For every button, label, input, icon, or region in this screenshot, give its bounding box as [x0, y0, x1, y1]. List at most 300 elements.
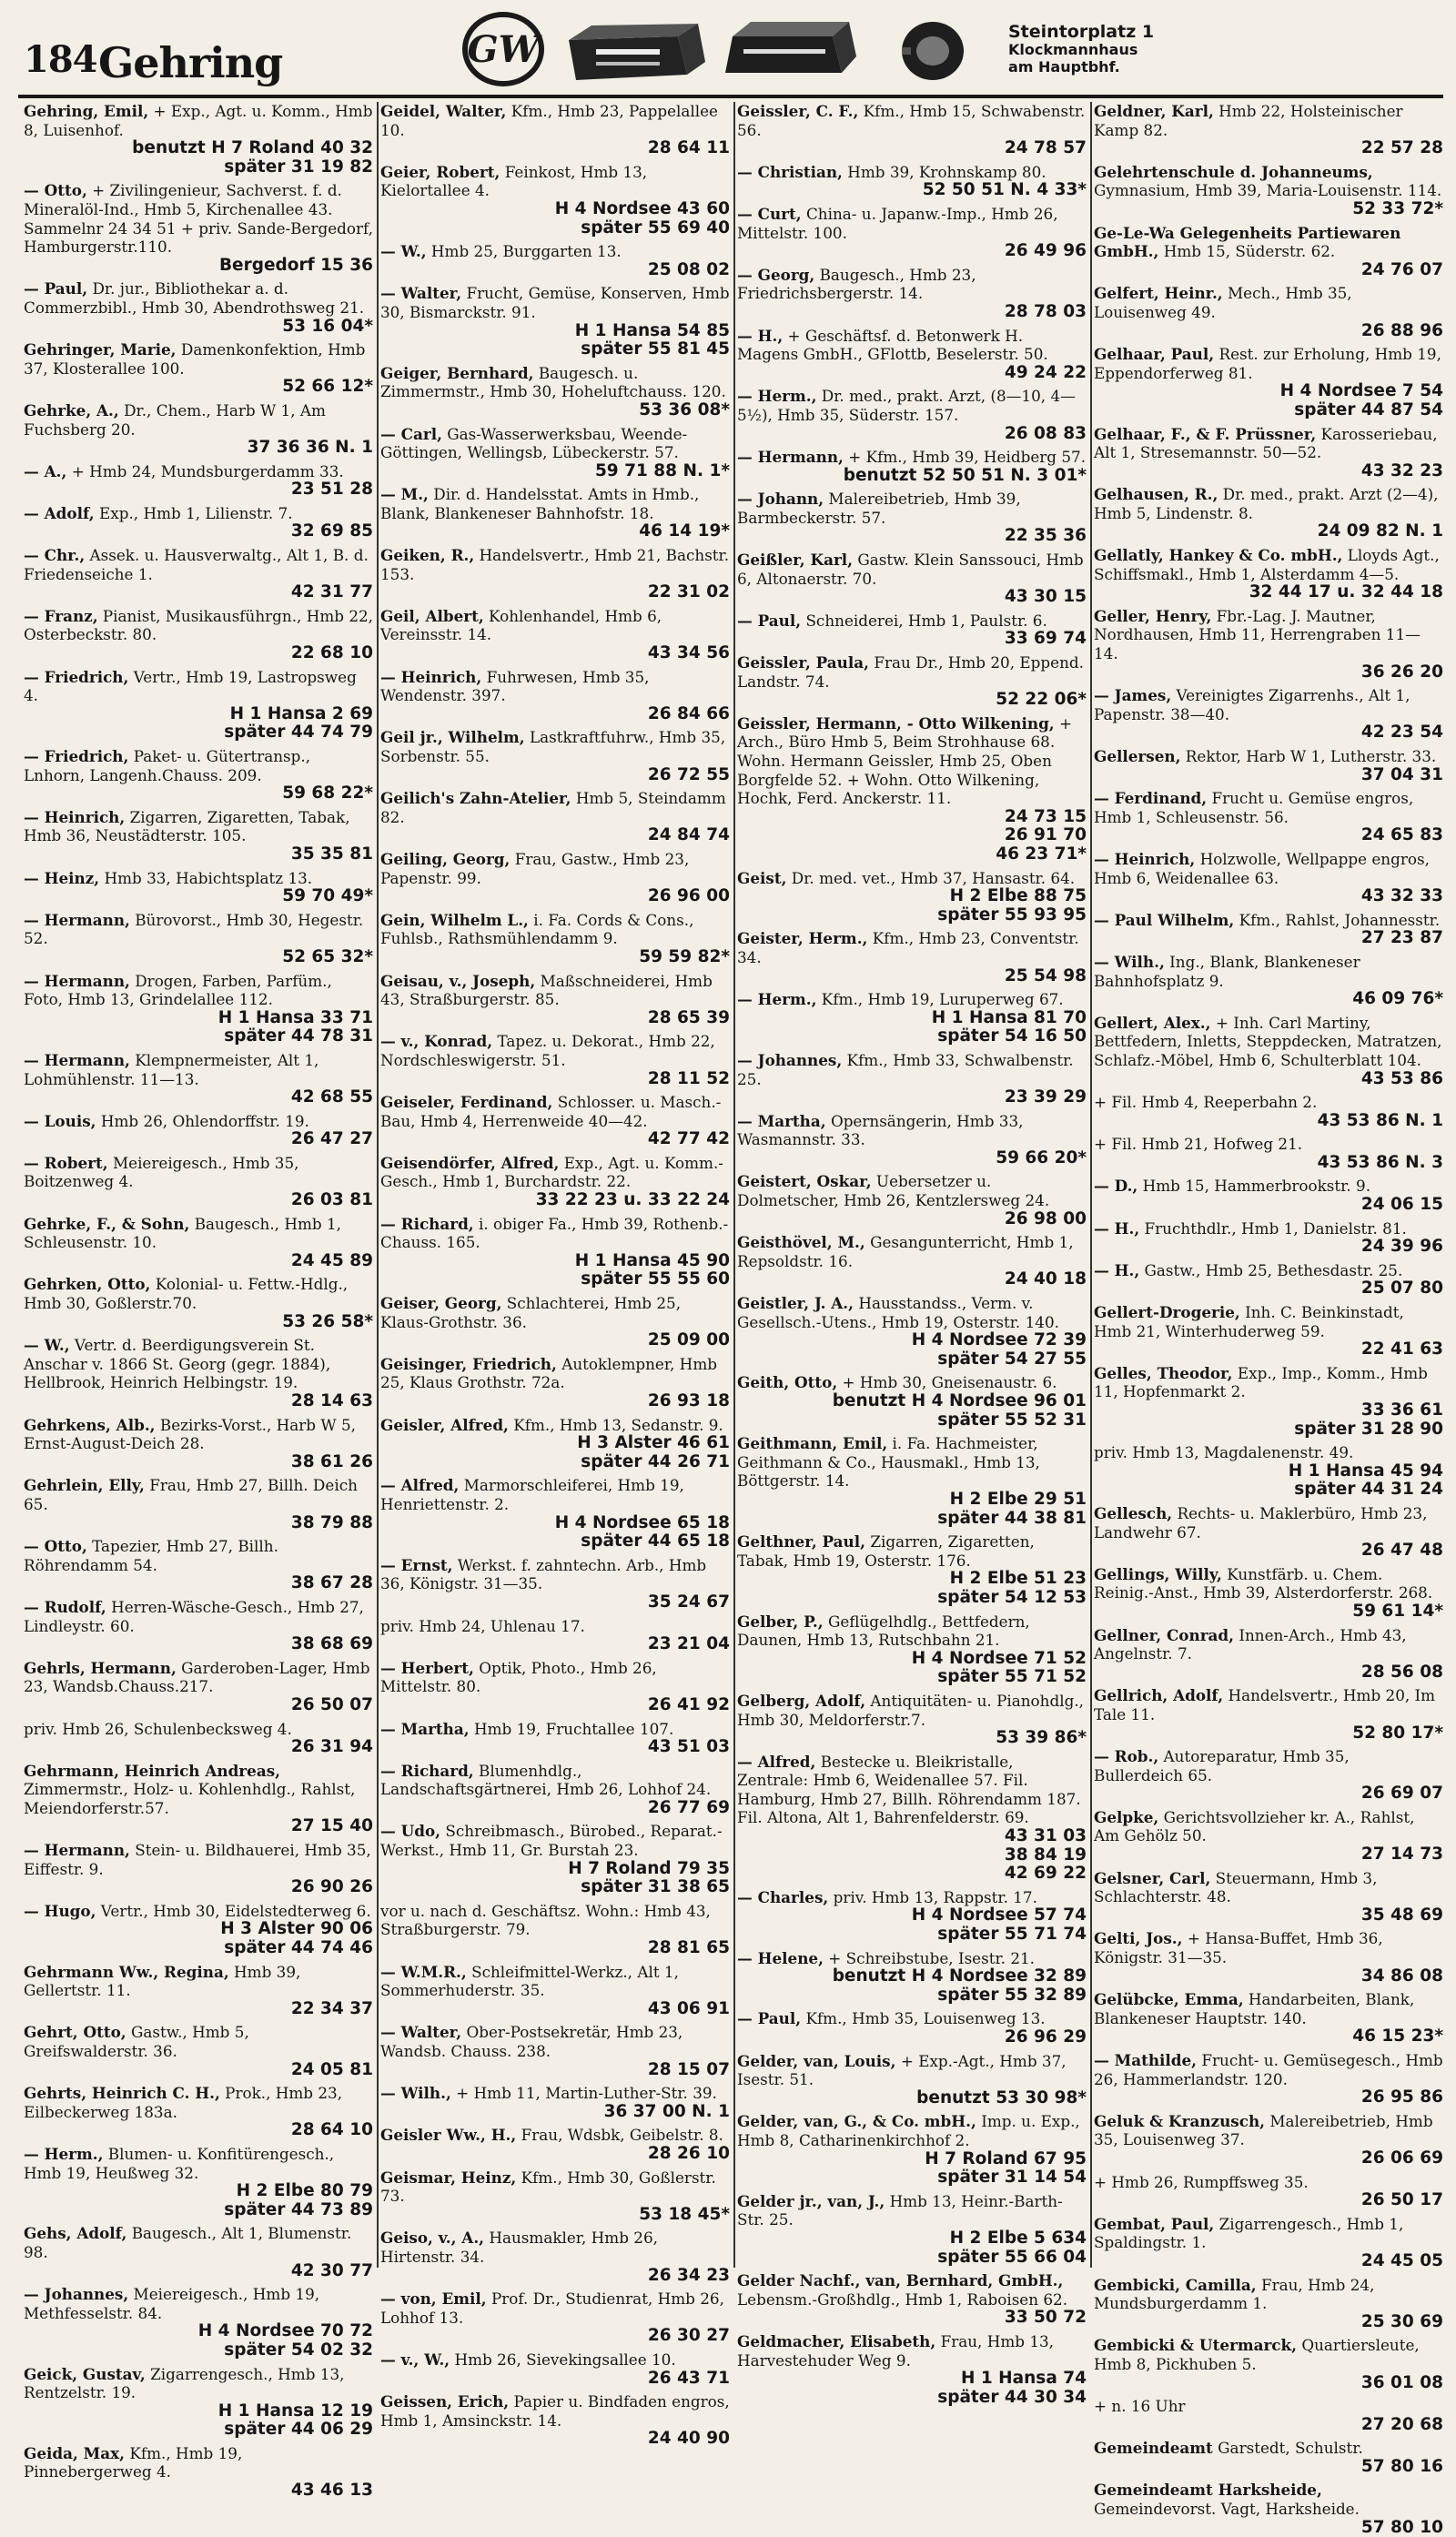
- directory-entry: [24, 1416, 373, 1472]
- entry-details: Autoklempner, Hmb 25, Klaus Grothstr. 72a.: [380, 1354, 717, 1392]
- directory-entry: [1094, 607, 1443, 682]
- entry-name: — Heinrich,: [24, 807, 126, 826]
- entry-name: Gelfert, Heinr.,: [1094, 284, 1223, 303]
- entry-details: Gesangunterricht, Hmb 1, Repsoldstr. 16.: [737, 1233, 1074, 1270]
- directory-entry: [380, 546, 730, 602]
- directory-entry: [737, 490, 1087, 546]
- entry-phone: später 44 38 81: [937, 1508, 1087, 1528]
- entry-phone: 33 36 61: [1360, 1400, 1443, 1420]
- directory-entry: [1094, 2112, 1443, 2168]
- entry-phone: 22 41 63: [1360, 1339, 1443, 1359]
- entry-details: Hausmakler, Hmb 26, Hirtenstr. 34.: [380, 2229, 658, 2266]
- entry-phone: H 1 Hansa 33 71: [217, 1007, 373, 1027]
- directory-entry: [1094, 1177, 1443, 1214]
- entry-name: Geisthövel, M.,: [737, 1233, 865, 1252]
- entry-details: Paket- u. Gütertransp., Lnhorn, Langenh.Chauss. 209.: [24, 747, 311, 784]
- directory-entry: [24, 504, 373, 541]
- column-divider: [377, 102, 379, 2268]
- entry-phone: 33 50 72: [1004, 2308, 1087, 2328]
- entry-phone: 37 36 36 N. 1: [247, 438, 373, 458]
- directory-entry: [24, 2444, 373, 2501]
- entry-phone: später 55 71 74: [937, 1925, 1087, 1945]
- entry-details: Steuermann, Hmb 3, Schlachterstr. 48.: [1094, 1868, 1378, 1906]
- entry-phone: 36 26 20: [1360, 662, 1443, 682]
- entry-details: Klempnermeister, Alt 1, Lohmühlenstr. 11—13.: [24, 1050, 319, 1088]
- entry-phone: 22 35 36: [1004, 526, 1087, 546]
- entry-phone: 42 23 54: [1360, 723, 1443, 743]
- entry-details: Geflügelhdlg., Bettfedern, Daunen, Hmb 13, Rutschbahn 21.: [737, 1612, 1030, 1650]
- entry-phone: 25 54 98: [1004, 965, 1087, 985]
- entry-phone: 34 86 08: [1360, 1966, 1443, 1986]
- directory-entry: [1094, 1929, 1443, 1986]
- directory-entry: [24, 808, 373, 864]
- directory-entry: [24, 1154, 373, 1210]
- entry-details: Tapezier, Hmb 27, Billh. Röhrendamm 54.: [24, 1537, 278, 1574]
- column-divider: [1090, 102, 1092, 2268]
- directory-entry: [1094, 1504, 1443, 1561]
- entry-name: — M.,: [380, 485, 429, 504]
- directory-entry: [1094, 1014, 1443, 1088]
- entry-phone: 25 08 02: [647, 259, 730, 279]
- directory-entry: [24, 1902, 373, 1958]
- entry-details: Ing., Blank, Blankeneser Bahnhofsplatz 9.: [1094, 952, 1360, 990]
- entry-name: — Udo,: [380, 1822, 441, 1841]
- directory-entry: [24, 181, 373, 275]
- entry-phone: H 1 Hansa 45 94: [1288, 1461, 1443, 1481]
- directory-entry: [24, 401, 373, 458]
- directory-entry: [1094, 102, 1443, 158]
- entry-phone: 26 93 18: [647, 1391, 730, 1410]
- directory-entry: [380, 1659, 730, 1715]
- entry-details: Kfm., Hmb 13, Sedanstr. 9.: [513, 1415, 723, 1434]
- entry-phone: später 55 71 52: [937, 1667, 1087, 1687]
- address-line: Steintorplatz 1: [1008, 22, 1155, 42]
- entry-details: + Zivilingenieur, Sachverst. f. d. Mineralöl-Ind., Hmb 5, Kirchenallee 43. Sammelnr 24 34 51 + priv. Sande-Bergedorf, Hamburgerstr.110.: [24, 181, 373, 257]
- entry-name: Gelles, Theodor,: [1094, 1363, 1233, 1382]
- entry-phone: 24 65 83: [1360, 825, 1443, 845]
- entry-name: Geisau, v., Joseph,: [380, 971, 536, 990]
- entry-name: — Hermann,: [737, 448, 844, 467]
- entry-phone: 52 80 17*: [1352, 1723, 1443, 1743]
- entry-name: — Robert,: [24, 1153, 108, 1172]
- entry-name: — Otto,: [24, 1537, 87, 1556]
- entry-details: Malereibetrieb, Hmb 35, Louisenweg 37.: [1094, 2111, 1433, 2149]
- directory-entry: [737, 1692, 1087, 1748]
- entry-name: — Heinz,: [24, 868, 100, 887]
- entry-details: Kfm., Hmb 23, Pappelallee 10.: [380, 102, 718, 139]
- entry-phone: 59 68 22*: [282, 783, 373, 804]
- entry-details: Lastkraftfuhrw., Hmb 35, Sorbenstr. 55.: [380, 728, 726, 765]
- directory-entry: [737, 2271, 1087, 2328]
- entry-details: Hmb 15, Hammerbrookstr. 9.: [1142, 1177, 1371, 1196]
- entry-details: Karosseriebau, Alt 1, Stresemannstr. 50—52.: [1094, 424, 1438, 462]
- directory-entry: [24, 1112, 373, 1149]
- directory-entry: [24, 1476, 373, 1532]
- directory-entry: [1094, 911, 1443, 948]
- entry-phone: 43 51 03: [647, 1737, 730, 1757]
- entry-phone: 26 91 70: [1004, 825, 1087, 845]
- entry-name: Gellings, Willy,: [1094, 1564, 1222, 1583]
- entry-details: Kunstfärb. u. Chem. Reinig.-Anst., Hmb 39, Alsterdorferstr. 268.: [1094, 1564, 1433, 1602]
- entry-phone: später 54 02 32: [224, 2340, 373, 2360]
- entry-name: — Hermann,: [24, 910, 130, 929]
- entry-name: — Herm.,: [737, 387, 817, 406]
- entry-phone: 53 26 58*: [282, 1311, 373, 1331]
- entry-name: Geissen, Erich,: [380, 2392, 510, 2411]
- entry-name: Gelsner, Carl,: [1094, 1868, 1211, 1887]
- entry-phone: später 55 81 45: [581, 339, 730, 359]
- entry-name: Gehrts, Heinrich C. H.,: [24, 2084, 220, 2103]
- entry-name: Geick, Gustav,: [24, 2364, 146, 2383]
- entry-details: Papier u. Bindfaden engros, Hmb 1, Amsinckstr. 14.: [380, 2392, 730, 2430]
- directory-entry: [380, 2289, 730, 2346]
- page-number: 184: [24, 38, 97, 81]
- entry-name: — Chr.,: [24, 546, 86, 565]
- entry-name: — Richard,: [380, 1214, 474, 1233]
- entry-name: — Adolf,: [24, 503, 95, 522]
- entry-details: Frau, Hmb 24, Mundsburgerdamm 1.: [1094, 2275, 1375, 2313]
- entry-phone: benutzt H 7 Roland 40 32: [132, 138, 373, 158]
- entry-phone: 26 31 94: [290, 1737, 373, 1757]
- directory-entry: [1094, 953, 1443, 1009]
- entry-phone: 28 64 10: [290, 2120, 373, 2140]
- directory-column-2: [380, 102, 730, 2449]
- entry-details: Frucht, Gemüse, Konserven, Hmb 30, Bismarckstr. 91.: [380, 284, 730, 321]
- directory-entry: [737, 1434, 1087, 1528]
- entry-details: Frucht- u. Gemüsegesch., Hmb 26, Hammerlandstr. 120.: [1094, 2051, 1443, 2088]
- entry-phone: 42 77 42: [647, 1129, 730, 1149]
- entry-details: Dr. med., prakt. Arzt (2—4), Hmb 5, Lindenstr. 8.: [1094, 485, 1439, 522]
- directory-entry: [380, 1093, 730, 1149]
- entry-name: — Walter,: [380, 284, 462, 303]
- directory-entry: [737, 387, 1087, 443]
- entry-name: — D.,: [1094, 1177, 1138, 1196]
- entry-details: Dr. jur., Bibliothekar a. d. Commerzbibl., Hmb 30, Abendrothsweg 21.: [24, 279, 365, 317]
- entry-phone: 24 45 89: [290, 1250, 373, 1270]
- entry-name: Geisinger, Friedrich,: [380, 1354, 557, 1373]
- directory-entry: [1094, 850, 1443, 906]
- entry-phone: benutzt H 4 Nordsee 32 89: [832, 1966, 1087, 1986]
- directory-entry: [1094, 1303, 1443, 1359]
- entry-name: Geisler, Alfred,: [380, 1415, 509, 1434]
- entry-details: Kfm., Hmb 15, Schwabenstr. 56.: [737, 102, 1086, 139]
- entry-details: Innen-Arch., Hmb 43, Angelnstr. 7.: [1094, 1625, 1407, 1663]
- entry-details: Hmb 22, Holsteinischer Kamp 82.: [1094, 102, 1403, 139]
- entry-phone: später 44 74 46: [224, 1938, 373, 1958]
- entry-phone: H 3 Alster 90 06: [220, 1919, 373, 1939]
- entry-details: Gas-Wasserwerksbau, Weende-Göttingen, Wellingsb, Lübeckerstr. 57.: [380, 424, 688, 462]
- entry-name: Geiken, R.,: [380, 546, 475, 565]
- entry-name: — Johann,: [737, 490, 824, 509]
- entry-details: Fruchthdlr., Hmb 1, Danielstr. 81.: [1144, 1218, 1407, 1238]
- entry-details: + Fil. Hmb 21, Hofweg 21.: [1094, 1135, 1303, 1154]
- entry-name: — Paul,: [737, 2009, 802, 2028]
- entry-name: Gelhaar, F., & F. Prüssner,: [1094, 424, 1317, 443]
- directory-entry: [24, 1537, 373, 1593]
- entry-name: Geith, Otto,: [737, 1373, 838, 1392]
- entry-details: Marmorschleiferei, Hmb 19, Henriettenstr. 2.: [380, 1476, 684, 1513]
- entry-name: — Alfred,: [380, 1476, 460, 1495]
- directory-entry: [1094, 1869, 1443, 1925]
- entry-details: Frau, Hmb 27, Billh. Deich 65.: [24, 1476, 358, 1513]
- entry-details: Hmb 26, Sievekingsallee 10.: [454, 2350, 676, 2369]
- entry-phone: 38 84 19: [1004, 1845, 1087, 1865]
- entry-details: priv. Hmb 13, Rappstr. 17.: [833, 1887, 1037, 1906]
- directory-column-3: [737, 102, 1087, 2407]
- entry-phone: H 2 Elbe 88 75: [949, 886, 1087, 906]
- entry-name: — Ernst,: [380, 1555, 453, 1574]
- entry-phone: 52 66 12*: [282, 377, 373, 397]
- directory-entry: [380, 425, 730, 481]
- directory-entry: [380, 102, 730, 158]
- entry-details: Lebensm.-Großhdlg., Hmb 1, Raboisen 62.: [737, 2289, 1068, 2309]
- entry-phone: H 7 Roland 79 35: [568, 1858, 730, 1878]
- entry-details: Meiereigesch., Hmb 35, Boitzenweg 4.: [24, 1153, 299, 1191]
- entry-name: Geissler, Hermann, - Otto Wilkening,: [737, 713, 1055, 733]
- entry-name: — Curt,: [737, 204, 802, 223]
- entry-phone: 25 30 69: [1360, 2311, 1443, 2331]
- directory-entry: [737, 1051, 1087, 1107]
- entry-name: Ge-Le-Wa Gelegenheits Partiewaren GmbH.,: [1094, 223, 1401, 261]
- page-header: [0, 0, 1456, 98]
- entry-phone: 46 09 76*: [1352, 989, 1443, 1009]
- directory-entry: [380, 1762, 730, 1818]
- entry-name: Gembicki & Utermarck,: [1094, 2336, 1297, 2355]
- entry-name: — Otto,: [24, 181, 87, 200]
- entry-phone: 24 84 74: [647, 825, 730, 845]
- entry-details: Fbr.-Lag. J. Mautner, Nordhausen, Hmb 11, Herrengraben 11—14.: [1094, 606, 1421, 663]
- entry-phone: 23 51 28: [290, 480, 373, 500]
- entry-details: Opernsängerin, Hmb 33, Wasmannstr. 33.: [737, 1111, 1024, 1149]
- entry-phone: 26 50 17: [1360, 2190, 1443, 2210]
- entry-details: + Hmb 11, Martin-Luther-Str. 39.: [456, 2084, 717, 2103]
- entry-details: + Arch., Büro Hmb 5, Beim Strohhause 68. Wohn. Hermann Geissler, Hmb 25, Oben Borgfelde 52. + Wohn. Otto Wilkening, Hochk, Ferd. Anckerstr. 11.: [737, 713, 1073, 808]
- entry-details: Baugesch., Hmb 1, Schleusenstr. 10.: [24, 1214, 341, 1252]
- entry-details: Zigarrengesch., Hmb 1, Spaldingstr. 1.: [1094, 2214, 1404, 2252]
- directory-entry: [24, 911, 373, 967]
- entry-details: + Geschäftsf. d. Betonwerk H. Magens GmbH., GFlottb, Beselerstr. 50.: [737, 326, 1048, 364]
- entry-details: + Hmb 24, Mundsburgerdamm 33.: [71, 461, 344, 480]
- entry-name: — W.,: [24, 1336, 70, 1355]
- entry-details: Mech., Hmb 35, Louisenweg 49.: [1094, 284, 1352, 321]
- entry-name: Gelti, Jos.,: [1094, 1929, 1183, 1948]
- directory-entry: [24, 1598, 373, 1654]
- entry-phone: 26 69 07: [1360, 1784, 1443, 1804]
- entry-phone: 46 15 23*: [1352, 2027, 1443, 2047]
- entry-details: Hmb 15, Süderstr. 62.: [1163, 242, 1336, 261]
- directory-entry: [380, 364, 730, 420]
- entry-details: Inh. C. Beinkinstadt, Hmb 21, Winterhuderweg 59.: [1094, 1303, 1404, 1340]
- entry-name: Geier, Robert,: [380, 162, 500, 181]
- entry-details: Pianist, Musikausführgn., Hmb 22, Osterbeckstr. 80.: [24, 606, 374, 644]
- entry-phone: 23 21 04: [647, 1634, 730, 1654]
- directory-entry: [737, 1532, 1087, 1607]
- directory-entry: [380, 2126, 730, 2163]
- page-headword: Gehring: [98, 38, 283, 87]
- entry-name: Gein, Wilhelm L.,: [380, 910, 529, 929]
- entry-phone: 28 65 39: [647, 1007, 730, 1027]
- entry-phone: 26 49 96: [1004, 241, 1087, 261]
- directory-entry: [1094, 1990, 1443, 2047]
- directory-entry: [737, 2192, 1087, 2267]
- entry-phone: Bergedorf 15 36: [218, 255, 373, 275]
- entry-name: Gelhaar, Paul,: [1094, 345, 1215, 364]
- directory-entry: [1094, 284, 1443, 340]
- entry-name: Geiso, v., A.,: [380, 2229, 485, 2248]
- directory-entry: [1094, 2336, 1443, 2392]
- directory-entry: [380, 2392, 730, 2449]
- directory-entry: [737, 1233, 1087, 1289]
- entry-phone: 42 30 77: [290, 2260, 373, 2280]
- directory-entry: [380, 911, 730, 967]
- entry-details: Baugesch., Hmb 23, Friedrichsbergerstr. 14.: [737, 265, 976, 303]
- directory-entry: [737, 990, 1087, 1046]
- entry-details: Kfm., Hmb 19, Luruperweg 67.: [821, 990, 1064, 1009]
- entry-phone: 53 39 86*: [996, 1728, 1087, 1748]
- advertisement-logos: [460, 9, 974, 93]
- directory-entry: [737, 869, 1087, 925]
- entry-phone: 22 31 02: [647, 582, 730, 602]
- directory-entry: [24, 2023, 373, 2079]
- entry-phone: 28 78 03: [1004, 301, 1087, 321]
- directory-entry: [380, 1822, 730, 1896]
- directory-entry: [380, 789, 730, 845]
- directory-entry: [24, 1275, 373, 1331]
- entry-name: Gemeindeamt Harksheide,: [1094, 2481, 1322, 2500]
- entry-name: — von, Emil,: [380, 2289, 487, 2309]
- entry-details: Kolonial- u. Fettw.-Hdlg., Hmb 30, Goßlerstr.70.: [24, 1275, 349, 1313]
- entry-phone: 26 84 66: [647, 703, 730, 723]
- entry-details: Garstedt, Schulstr.: [1218, 2439, 1363, 2458]
- entry-name: Gehring, Emil,: [24, 102, 149, 120]
- directory-entry: [380, 2084, 730, 2121]
- entry-phone: 28 64 11: [647, 138, 730, 158]
- entry-phone: H 4 Nordsee 70 72: [197, 2321, 373, 2341]
- directory-entry: [737, 1612, 1087, 1687]
- entry-name: Gelpke,: [1094, 1807, 1159, 1826]
- entry-details: Kfm., Rahlst, Johannesstr.: [1239, 910, 1441, 929]
- entry-phone: 38 67 28: [290, 1573, 373, 1593]
- directory-entry: [1094, 425, 1443, 481]
- entry-phone: H 1 Hansa 54 85: [574, 320, 730, 340]
- entry-phone: später 44 73 89: [224, 2199, 373, 2219]
- entry-details: Schlachterei, Hmb 25, Klaus-Grothstr. 36.: [380, 1294, 682, 1331]
- directory-entry: [24, 1963, 373, 2019]
- entry-phone: 32 69 85: [290, 521, 373, 541]
- entry-name: — Heinrich,: [1094, 849, 1196, 868]
- entry-details: Frau, Gastw., Hmb 23, Papenstr. 99.: [380, 849, 690, 887]
- entry-name: Geiger, Bernhard,: [380, 363, 534, 382]
- entry-name: Geissler, C. F.,: [737, 102, 859, 120]
- entry-details: Hmb 5, Steindamm 82.: [380, 789, 726, 826]
- hatbox-icon: [902, 22, 964, 80]
- entry-details: Vereinigtes Zigarrenhs., Alt 1, Papenstr. 38—40.: [1094, 686, 1410, 723]
- entry-phone: 38 68 69: [290, 1634, 373, 1654]
- entry-name: Geister, Herm.,: [737, 929, 868, 948]
- entry-details: Herren-Wäsche-Gesch., Hmb 27, Lindleystr. 60.: [24, 1597, 364, 1635]
- directory-entry: [24, 1720, 373, 1757]
- entry-details: Schneiderei, Hmb 1, Paulstr. 6.: [805, 611, 1047, 630]
- entry-phone: später 54 12 53: [937, 1587, 1087, 1607]
- directory-entry: [380, 2023, 730, 2079]
- entry-phone: 28 14 63: [290, 1391, 373, 1410]
- directory-entry: [380, 1416, 730, 1472]
- directory-entry: [1094, 2481, 1443, 2537]
- directory-entry: [380, 1154, 730, 1210]
- directory-entry: [737, 163, 1087, 200]
- entry-phone: 26 95 86: [1360, 2087, 1443, 2107]
- entry-details: Vertr., Hmb 30, Eidelstedterweg 6.: [100, 1901, 371, 1920]
- entry-phone: 43 53 86 N. 1: [1317, 1110, 1443, 1130]
- entry-phone: 27 15 40: [290, 1816, 373, 1836]
- directory-entry: [737, 1373, 1087, 1430]
- entry-phone: 59 59 82*: [639, 946, 730, 966]
- entry-phone: 57 80 10: [1360, 2517, 1443, 2537]
- entry-phone: 53 16 04*: [282, 316, 373, 336]
- entry-phone: 24 06 15: [1360, 1195, 1443, 1215]
- directory-entry: [24, 2145, 373, 2219]
- directory-entry: [737, 2332, 1087, 2407]
- entry-details: Bezirks-Vorst., Harb W 5, Ernst-August-Deich 28.: [24, 1415, 356, 1453]
- entry-details: Baugesch. u. Zimmermstr., Hmb 30, Hoheluftchauss. 120.: [380, 363, 726, 401]
- entry-phone: später 31 38 65: [581, 1877, 730, 1897]
- directory-entry: [380, 242, 730, 279]
- entry-details: Feinkost, Hmb 13, Kielortallee 4.: [380, 162, 648, 200]
- entry-details: Zigarren, Zigaretten, Tabak, Hmb 36, Neustädterstr. 105.: [24, 807, 350, 845]
- entry-details: Rest. zur Erholung, Hmb 19, Eppendorferweg 81.: [1094, 345, 1441, 382]
- entry-name: Gellesch,: [1094, 1503, 1173, 1522]
- entry-name: Gehrmann, Heinrich Andreas,: [24, 1761, 280, 1780]
- entry-details: Blumen- u. Konfitürengesch., Hmb 19, Heußweg 32.: [24, 2144, 335, 2182]
- entry-name: — H.,: [1094, 1218, 1140, 1238]
- entry-name: — Herm.,: [737, 990, 817, 1009]
- entry-name: Geiser, Georg,: [380, 1294, 502, 1313]
- entry-details: + Fil. Hmb 4, Reeperbahn 2.: [1094, 1093, 1318, 1112]
- directory-entry: [737, 714, 1087, 864]
- entry-name: Gelder, van, Louis,: [737, 2051, 896, 2070]
- entry-phone: 42 69 22: [1004, 1864, 1087, 1884]
- entry-name: Gellert, Alex.,: [1094, 1013, 1211, 1032]
- entry-name: — H.,: [1094, 1260, 1140, 1279]
- entry-phone: 43 32 33: [1360, 886, 1443, 906]
- entry-details: Exp., Hmb 1, Lilienstr. 7.: [98, 503, 293, 522]
- entry-name: — Rob.,: [1094, 1747, 1159, 1766]
- entry-name: Gehrkens, Alb.,: [24, 1415, 156, 1434]
- entry-name: — Martha,: [380, 1719, 470, 1738]
- entry-phone: H 4 Nordsee 72 39: [911, 1330, 1087, 1350]
- entry-phone: 26 96 29: [1004, 2027, 1087, 2047]
- directory-entry: [1094, 2215, 1443, 2271]
- entry-name: — Ferdinand,: [1094, 789, 1208, 808]
- directory-entry: [380, 1617, 730, 1654]
- entry-name: Geisler Ww., H.,: [380, 2126, 517, 2145]
- entry-details: + n. 16 Uhr: [1094, 2397, 1186, 2416]
- entry-phone: 53 18 45*: [639, 2204, 730, 2224]
- entry-phone: 26 88 96: [1360, 320, 1443, 340]
- directory-entry: [380, 728, 730, 784]
- directory-entry: [1094, 1808, 1443, 1865]
- entry-name: — Louis,: [24, 1111, 96, 1130]
- entry-details: Exp., Agt. u. Komm.-Gesch., Hmb 1, Burchardstr. 22.: [380, 1153, 723, 1191]
- entry-phone: 24 39 96: [1360, 1237, 1443, 1257]
- directory-entry: [1094, 345, 1443, 419]
- entry-name: — Friedrich,: [24, 667, 129, 686]
- entry-phone: H 1 Hansa 74: [960, 2369, 1087, 2389]
- entry-details: + Exp.-Agt., Hmb 37, Isestr. 51.: [737, 2051, 1067, 2089]
- entry-phone: 43 53 86: [1360, 1068, 1443, 1088]
- entry-phone: später 44 06 29: [224, 2420, 373, 2440]
- entry-name: — A.,: [24, 461, 67, 480]
